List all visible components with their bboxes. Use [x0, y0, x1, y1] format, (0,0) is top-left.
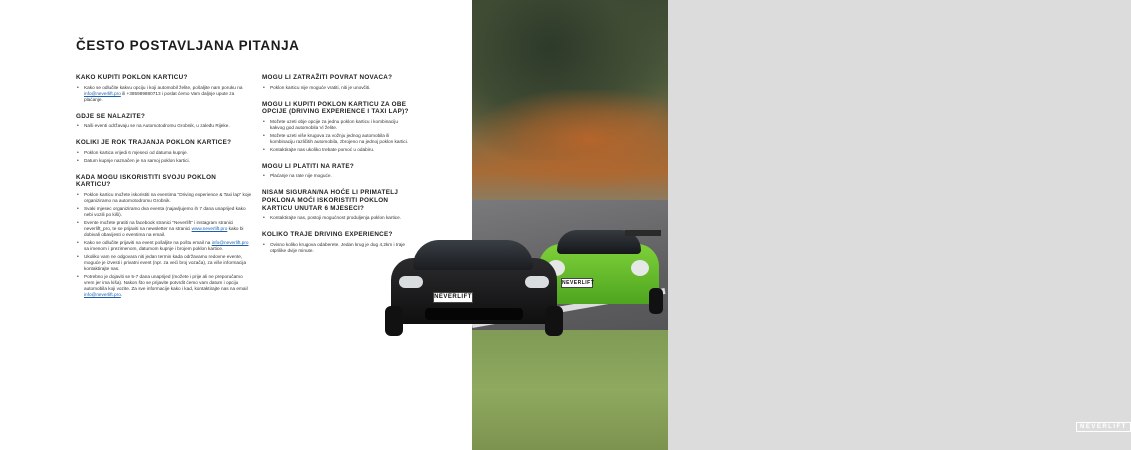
faq-question: MOGU LI ZATRAŽITI POVRAT NOVACA? [262, 74, 393, 81]
faq-answer: • Poklon karticu nije moguće vratiti, niti je unovčiti. [262, 85, 412, 91]
black-car-headlight-right [525, 276, 549, 288]
faq-answer: • Ovisno koliko krugova odaberete. Jedan krug je dug 4,2km i traje otprilike dvije minute. [262, 242, 412, 254]
contact-link[interactable]: www.neverlift.pro [191, 225, 228, 231]
faq-answer: • Evente možete pratiti na facebook stranici "Neverlift" i instagram stranici neverlift_pro, te se prijaviti na newsletter na stranici www.neverlift.pro kako bi dobivali obavijesti o eventima na email. [76, 220, 252, 238]
contact-link[interactable]: info@neverlift.pro [84, 291, 121, 297]
faq-answer: • Poklon karticu možete iskoristiti na eventima "Driving experience & Taxi lap" koje organiziramo na automotodromu Grobnik. [76, 192, 252, 204]
faq-answer-list [76, 192, 252, 298]
track-photo [472, 0, 1127, 450]
faq-answer-list [262, 85, 412, 91]
faq-answer-list [262, 119, 412, 153]
faq-answer: • Naši eventi održavaju se na Automotodromu Grobnik, u zaleđu Rijeke. [76, 123, 252, 129]
green-car-rear-wing [625, 230, 661, 236]
faq-item [76, 74, 252, 103]
page-title: ČESTO POSTAVLJANA PITANJA [76, 38, 300, 53]
faq-answer-list [76, 123, 252, 129]
brand-mark: NEVERLIFT [1076, 422, 1131, 432]
faq-question: KADA MOGU ISKORISTITI SVOJU POKLON KARTICU? [76, 173, 217, 189]
faq-item [262, 74, 412, 91]
faq-answer-list [76, 85, 252, 103]
faq-answer: • Kontaktirajte nas, postoji mogućnost produljenja poklon kartice. [262, 215, 412, 221]
black-car-wheel-left [385, 306, 403, 336]
green-car-headlight-right [631, 260, 649, 276]
faq-answer: • Kako se odlučite kakvu opciju i koji automobil želite, pošaljite nam poruku na info@neverlift.pro ili +385989880713 i poslat ćemo Vam daljnje upute za plaćanje. [76, 85, 252, 103]
faq-answer: • Poklon kartica vrijedi 6 mjeseci od datuma kupnje. [76, 150, 252, 156]
faq-item [76, 139, 252, 164]
faq-answer: • Datum kupnje naznačen je na samoj poklon kartici. [76, 158, 252, 164]
black-car-plate: NEVERLIFT [433, 292, 473, 303]
photo-autumn-trees [472, 90, 668, 190]
faq-answer: • Plaćanje na rate nije moguće. [262, 173, 412, 179]
faq-question: MOGU LI PLATITI NA RATE? [262, 162, 355, 170]
faq-answer: • Kontaktirajte nas ukoliko trebate pomoć u odabiru. [262, 147, 412, 153]
faq-answer-list [262, 173, 412, 179]
faq-answer: • Ukoliko vam ne odgovara niti jedan termin kada održavamo redovne evente, moguće je izvesti i privatni event (npr. za veći broj vozača), za više informacija kontaktirajte nas. [76, 254, 252, 272]
black-car-headlight-left [399, 276, 423, 288]
faq-item [262, 163, 412, 180]
faq-question: MOGU LI KUPITI POKLON KARTICU ZA OBE OPCIJE (DRIVING EXPERIENCE I TAXI LAP)? [262, 100, 409, 116]
photo-grass [472, 330, 668, 450]
faq-left-column [76, 74, 252, 308]
faq-question: KAKO KUPITI POKLON KARTICU? [76, 74, 188, 81]
faq-item [76, 113, 252, 130]
faq-answer: • Svaki mjesec organiziramo dva eventa (najavljujemo ih 7 dana unaprijed kako nebi vozili po kiši). [76, 206, 252, 218]
faq-question: KOLIKO TRAJE DRIVING EXPERIENCE? [262, 231, 393, 239]
faq-question: GDJE SE NALAZITE? [76, 112, 146, 120]
faq-question: NISAM SIGURAN/NA HOĆE LI PRIMATELJ POKLONA MOĆI ISKORISTITI POKLON KARTICU UNUTAR 6 MJESECI? [262, 189, 399, 212]
black-car-wheel-right [545, 306, 563, 336]
faq-item [262, 189, 412, 221]
faq-answer: • Možete uzeti obje opcije za jednu poklon karticu i kombinaciju kakvog god automobila Vi želite. [262, 119, 412, 131]
faq-item [76, 174, 252, 298]
contact-link[interactable]: info@neverlift.pro [84, 90, 121, 96]
faq-answer: • Potrebno je dojaviti se 5-7 dana unaprijed (možete i prije ali ne preporučamo vrem jer ima kiša). Nakon što se prijavite potvrdit ćemo vam datum i opciju automobila koji vozite. Za sve informacije kako i kad, kontaktirajte nas na email info@neverlift.pro. [76, 274, 252, 298]
faq-answer-list [76, 150, 252, 164]
faq-item [262, 101, 412, 153]
green-car-wheel-right [649, 288, 663, 314]
green-car-plate: NEVERLIFT [562, 280, 595, 286]
contact-link[interactable]: info@neverlift.pro [211, 239, 249, 245]
faq-answer-list [262, 215, 412, 221]
black-car-front-intake [425, 308, 523, 320]
page-margin-strip [668, 0, 700, 450]
black-sports-car [385, 236, 563, 336]
black-car-windshield [413, 240, 533, 270]
faq-answer: • Kako se odlučite prijaviti na event pošaljite na poštu email na info@neverlift.pro sa imenom i prezimenom, datumom kupnje i brojem poklon kartice. [76, 240, 252, 252]
faq-question: KOLIKI JE ROK TRAJANJA POKLON KARTICE? [76, 139, 232, 147]
faq-answer: • Možete uzeti više krugova za vožnju jednog automobila ili kombinaciju različitih automobila, zbrojeno na jednoj poklon kartici. [262, 133, 412, 145]
